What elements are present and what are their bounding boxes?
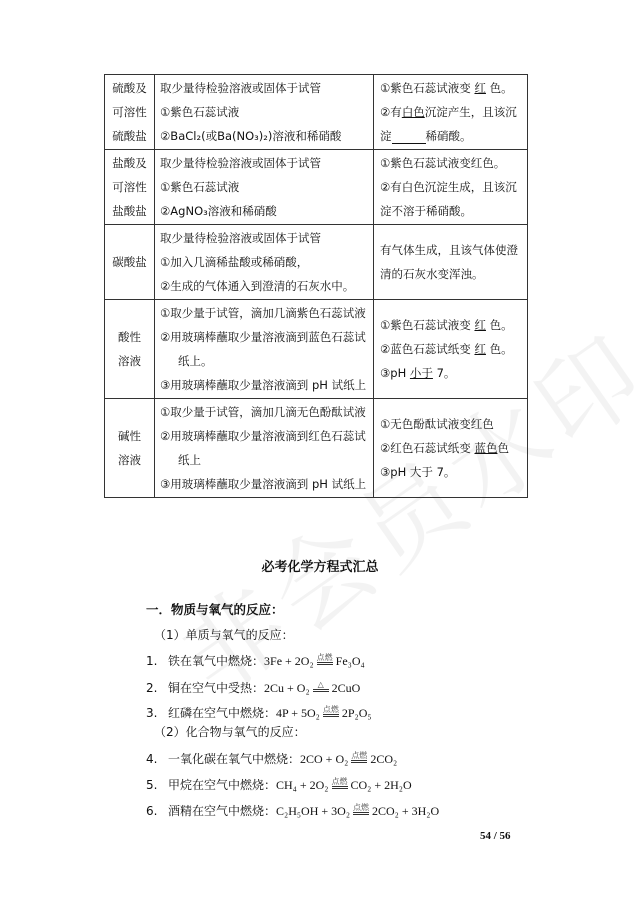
equation-number: 1. — [146, 654, 158, 668]
equals-sign — [313, 689, 329, 692]
condition-label: △ — [317, 680, 324, 689]
condition-label: 点燃 — [316, 653, 333, 662]
result-text: ③pH 大于 7。 — [380, 465, 456, 479]
method-line: ②用玻璃棒蘸取少量溶液滴到红色石蕊试 — [160, 429, 366, 443]
table-row — [105, 75, 528, 150]
result-cell — [374, 225, 528, 300]
method-line: ①取少量于试管，滴加几滴紫色石蕊试液 — [160, 306, 366, 320]
section-title: 必考化学方程式汇总 — [261, 560, 379, 575]
substance-line: 可溶性 — [112, 105, 147, 119]
result-line — [380, 361, 521, 385]
substance-line: 溶液 — [118, 354, 141, 368]
table-row — [105, 399, 528, 498]
result-line — [380, 313, 521, 337]
method-line: ①紫色石蕊试液 — [160, 105, 240, 119]
result-text: ③pH — [380, 366, 410, 380]
equals-sign — [353, 812, 369, 815]
result-text: 淀 — [380, 129, 392, 143]
equation-products: 2P₂O₅ — [341, 706, 372, 720]
result-text: 稀硝酸。 — [425, 129, 472, 143]
reaction-condition — [323, 706, 339, 717]
equation-description: 一氧化碳在氧气中燃烧： — [168, 752, 301, 766]
table-row — [105, 300, 528, 399]
result-line: ②有白色沉淀生成，且该沉 — [380, 180, 517, 194]
equation-line — [146, 704, 372, 721]
method-line: ②生成的气体通入到澄清的石灰水中。 — [160, 279, 355, 293]
method-line: 取少量待检验溶液或固体于试管 — [160, 231, 321, 245]
result-text: 色。 — [485, 342, 513, 356]
reagent-table — [104, 74, 528, 498]
substance-line: 盐酸及 — [112, 156, 147, 170]
underlined-answer: 红 — [474, 318, 486, 332]
substance-line: 溶液 — [118, 453, 141, 467]
equation-number: 5. — [146, 778, 158, 792]
method-line: ①取少量于试管，滴加几滴无色酚酞试液 — [160, 405, 366, 419]
equation-description: 酒精在空气中燃烧： — [168, 804, 277, 818]
result-line — [380, 76, 521, 100]
underlined-answer: 蓝色 — [474, 441, 498, 455]
method-line: 取少量待检验溶液或固体于试管 — [160, 156, 321, 170]
result-text: ①紫色石蕊试液变 — [380, 81, 475, 95]
equation-line — [146, 802, 439, 819]
reaction-condition — [313, 681, 329, 692]
substance-line: 酸性 — [118, 330, 141, 344]
method-line: 纸上。 — [178, 354, 213, 368]
equation-number: 6. — [146, 804, 158, 818]
method-cell — [155, 300, 374, 399]
result-line — [380, 100, 521, 124]
result-line: 淀不溶于稀硝酸。 — [380, 204, 472, 218]
method-line: 取少量待检验溶液或固体于试管 — [160, 81, 321, 95]
result-cell — [374, 399, 528, 498]
method-line: ③用玻璃棒蘸取少量溶液滴到 pH 试纸上 — [160, 477, 367, 491]
table-row — [105, 150, 528, 225]
method-line: ②BaCl₂(或Ba(NO₃)₂)溶液和稀硝酸 — [160, 129, 342, 143]
method-cell — [155, 150, 374, 225]
equation-line — [146, 652, 365, 669]
condition-label: 点燃 — [322, 705, 339, 714]
table-row — [105, 225, 528, 300]
method-cell — [155, 75, 374, 150]
substance-cell — [105, 300, 155, 399]
method-line: ③用玻璃棒蘸取少量溶液滴到 pH 试纸上 — [160, 378, 367, 392]
substance-line: 盐酸盐 — [112, 204, 147, 218]
equals-sign — [351, 760, 367, 763]
result-text: 7。 — [432, 366, 456, 380]
substance-cell — [105, 399, 155, 498]
result-line: 有气体生成，且该气体使澄 — [380, 243, 518, 257]
method-line: ②用玻璃棒蘸取少量溶液滴到蓝色石蕊试 — [160, 330, 366, 344]
equation-products: 2CO₂ — [370, 752, 398, 766]
result-line — [380, 337, 521, 361]
equation-reactants: 4P + 5O₂ — [276, 706, 320, 720]
subheading-compounds: （2）化合物与氧气的反应： — [154, 725, 306, 739]
reaction-condition — [353, 804, 369, 815]
method-line: 纸上 — [178, 453, 201, 467]
equals-sign — [332, 786, 348, 789]
result-cell — [374, 300, 528, 399]
substance-line: 碱性 — [118, 429, 141, 443]
substance-cell — [105, 75, 155, 150]
result-text: 色 — [497, 441, 509, 455]
result-line — [380, 460, 521, 484]
equation-description: 甲烷在空气中燃烧： — [168, 778, 277, 792]
underlined-answer: 红 — [474, 81, 486, 95]
reaction-condition — [332, 778, 348, 789]
substance-cell — [105, 225, 155, 300]
substance-line: 硫酸盐 — [112, 129, 147, 143]
underlined-answer: 小于 — [409, 366, 433, 380]
condition-label: 点燃 — [353, 803, 370, 812]
result-text: ②蓝色石蕊试纸变 — [380, 342, 475, 356]
reaction-condition — [317, 654, 333, 665]
page-number: 54 / 56 — [480, 830, 511, 842]
result-line — [380, 124, 521, 148]
result-text: 沉淀产生，且该沉 — [424, 105, 517, 119]
equation-line — [146, 776, 412, 793]
condition-label: 点燃 — [351, 751, 368, 760]
reaction-condition — [351, 752, 367, 763]
substance-line: 可溶性 — [112, 180, 147, 194]
result-cell — [374, 75, 528, 150]
answer-blank — [392, 129, 426, 144]
substance-line: 碳酸盐 — [112, 255, 147, 269]
method-cell — [155, 399, 374, 498]
result-line: 清的石灰水变浑浊。 — [380, 267, 484, 281]
equation-reactants: CH₄ + 2O₂ — [276, 778, 329, 792]
result-cell — [374, 150, 528, 225]
method-line: ①加入几滴稀盐酸或稀硝酸， — [160, 255, 309, 269]
result-text: ②有 — [380, 105, 402, 119]
result-text: ②红色石蕊试纸变 — [380, 441, 475, 455]
method-line: ①紫色石蕊试液 — [160, 180, 240, 194]
equation-reactants: C₂H₅OH + 3O₂ — [276, 804, 351, 818]
substance-cell — [105, 150, 155, 225]
condition-label: 点燃 — [331, 777, 348, 786]
equation-number: 4. — [146, 752, 158, 766]
result-text: ①无色酚酞试液变红色 — [380, 417, 494, 431]
equation-line — [146, 679, 360, 696]
equation-number: 2. — [146, 681, 158, 695]
result-line: ①紫色石蕊试液变红色。 — [380, 156, 506, 170]
equation-description: 红磷在空气中燃烧： — [168, 706, 277, 720]
result-line — [380, 436, 521, 460]
underlined-answer: 白色 — [401, 105, 425, 119]
underlined-answer: 红 — [474, 342, 486, 356]
equation-reactants: 2Cu + O₂ — [264, 681, 310, 695]
result-line — [380, 412, 521, 436]
equals-sign — [317, 662, 333, 665]
method-cell — [155, 225, 374, 300]
equation-description: 铁在氧气中燃烧： — [168, 654, 265, 668]
equation-products: 2CO₂ + 3H₂O — [372, 804, 440, 818]
equation-products: 2CuO — [331, 681, 361, 695]
result-text: 色。 — [485, 81, 513, 95]
section-heading-oxygen: 一．物质与氧气的反应： — [146, 602, 284, 617]
equation-description: 铜在空气中受热： — [168, 681, 265, 695]
equation-products: Fe₃O₄ — [335, 654, 365, 668]
result-text: ①紫色石蕊试液变 — [380, 318, 475, 332]
substance-line: 硫酸及 — [112, 81, 147, 95]
equation-reactants: 3Fe + 2O₂ — [264, 654, 314, 668]
subheading-elements: （1）单质与氧气的反应： — [154, 628, 294, 642]
equals-sign — [323, 714, 339, 717]
equation-products: CO₂ + 2H₂O — [350, 778, 412, 792]
equation-line — [146, 750, 397, 767]
equation-reactants: 2CO + O₂ — [300, 752, 349, 766]
method-line: ②AgNO₃溶液和稀硝酸 — [160, 204, 277, 218]
result-text: 色。 — [485, 318, 513, 332]
equation-number: 3. — [146, 706, 158, 720]
